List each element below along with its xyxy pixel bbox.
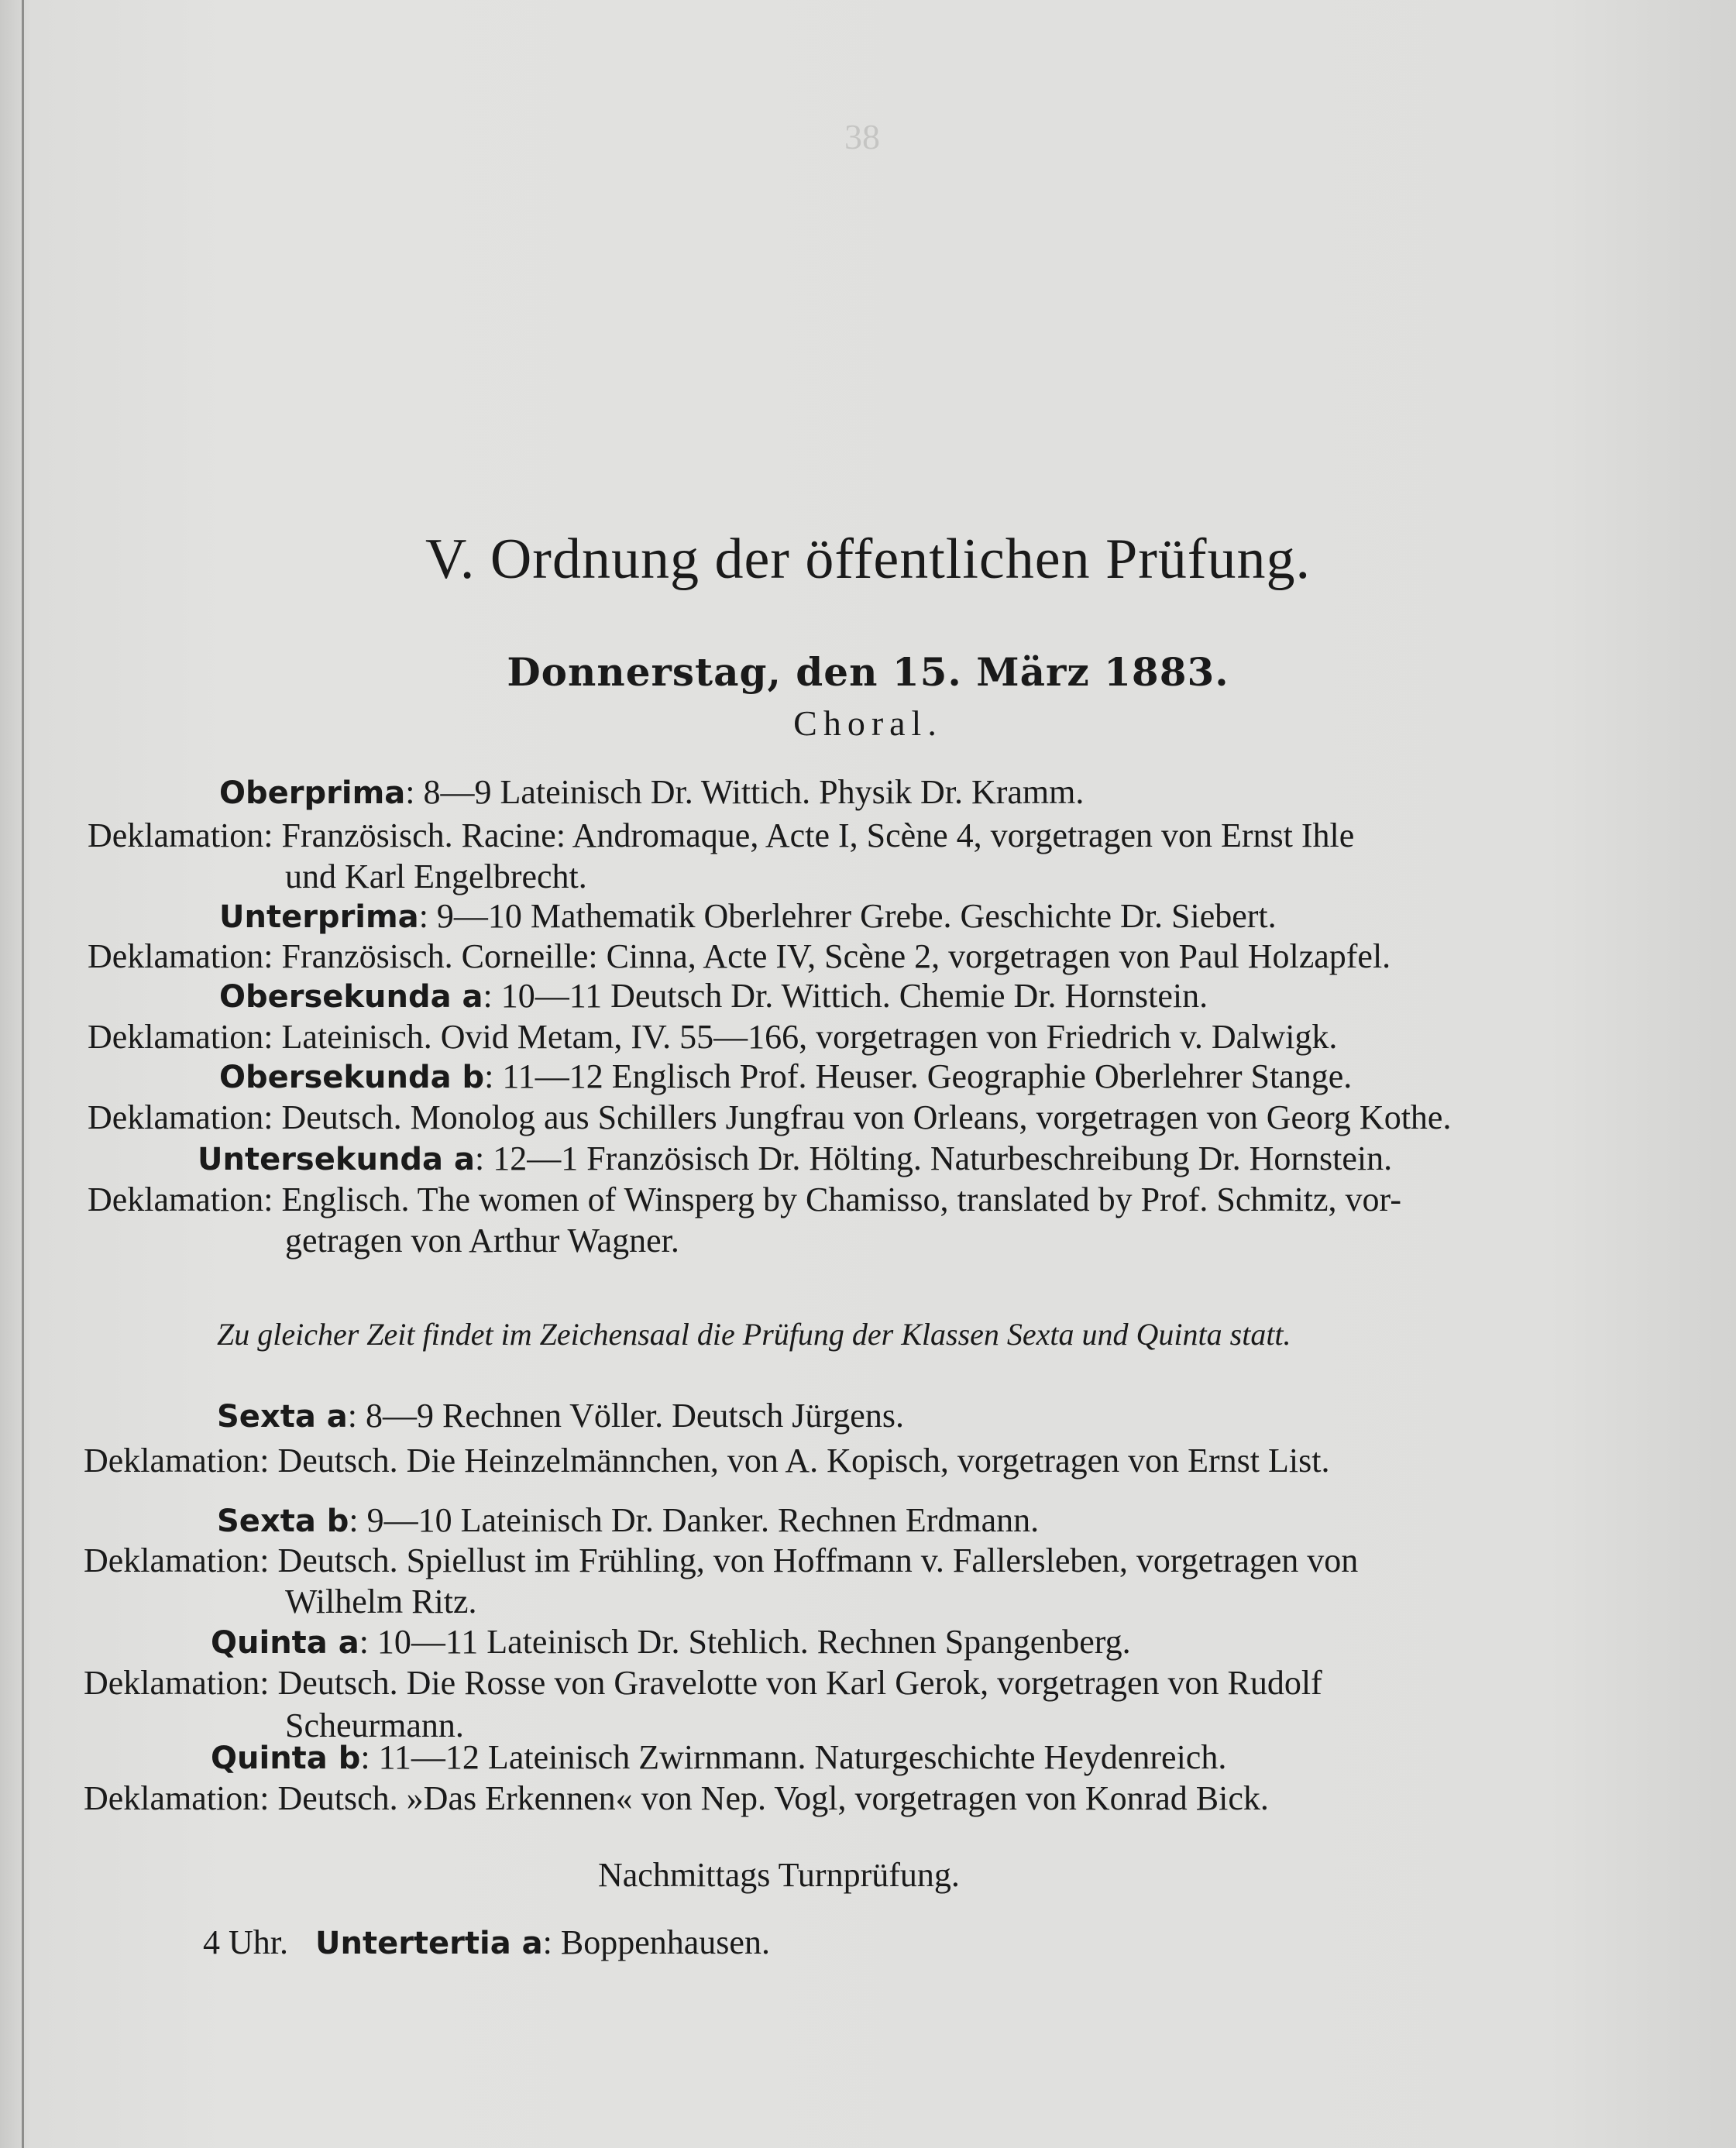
page-number: 38 [844, 117, 880, 156]
class-name: Quinta a [211, 1625, 359, 1661]
line-text: : 9—10 Lateinisch Dr. Danker. Rechnen Erdmann. [349, 1501, 1040, 1539]
line-text: : 8—9 Lateinisch Dr. Wittich. Physik Dr. Kramm. [405, 773, 1085, 811]
line-text: Deklamation: Deutsch. »Das Erkennen« von Nep. Vogl, vorgetragen von Konrad Bick. [84, 1779, 1269, 1817]
class-name: Untertertia a [315, 1926, 543, 1961]
line-untersekunda-a [198, 1137, 1392, 1181]
line-text: Deklamation: Französisch. Racine: Andromaque, Acte I, Scène 4, vorgetragen von Ernst Ihle [88, 816, 1355, 854]
afternoon-heading [598, 1854, 960, 1897]
line-deklamation [88, 1096, 1451, 1139]
line-text: : 9—10 Mathematik Oberlehrer Grebe. Geschichte Dr. Siebert. [418, 897, 1277, 935]
time-label: 4 Uhr. [203, 1923, 288, 1961]
line-obersekunda-b [219, 1055, 1352, 1099]
line-continuation [285, 1580, 477, 1624]
line-deklamation [88, 1178, 1401, 1222]
line-continuation [285, 1219, 679, 1263]
line-text: Wilhelm Ritz. [285, 1583, 477, 1620]
line-text: und Karl Engelbrecht. [285, 857, 587, 895]
choral-label: Choral. [793, 703, 943, 743]
class-name: Untersekunda a [198, 1142, 475, 1177]
line-quinta-a [211, 1620, 1131, 1665]
class-name: Oberprima [219, 775, 406, 811]
line-deklamation [84, 1777, 1269, 1820]
line-sexta-a [217, 1394, 904, 1438]
line-text: Zu gleicher Zeit findet im Zeichensaal die Prüfung der Klassen Sexta und Quinta statt. [217, 1317, 1291, 1352]
line-text: Deklamation: Englisch. The women of Winsperg by Chamisso, translated by Prof. Schmitz, vor- [88, 1181, 1401, 1218]
line-text: Deklamation: Französisch. Corneille: Cinna, Acte IV, Scène 2, vorgetragen von Paul Holzapfel. [88, 937, 1391, 975]
line-untertertia-a [203, 1921, 770, 1965]
class-name: Unterprima [219, 899, 419, 935]
line-text: Deklamation: Deutsch. Die Heinzelmännchen, von A. Kopisch, vorgetragen von Ernst List. [84, 1442, 1330, 1480]
line-quinta-b [211, 1736, 1226, 1780]
line-continuation [285, 855, 587, 899]
line-deklamation [84, 1439, 1329, 1483]
line-deklamation [88, 814, 1354, 857]
line-text: : Boppenhausen. [542, 1923, 770, 1961]
line-text: : 8—9 Rechnen Völler. Deutsch Jürgens. [347, 1397, 904, 1435]
binding-edge [22, 0, 24, 2148]
line-text: Nachmittags Turnprüfung. [598, 1856, 960, 1894]
class-name: Quinta b [211, 1741, 361, 1776]
class-name: Sexta a [217, 1399, 348, 1435]
line-text: : 11—12 Englisch Prof. Heuser. Geographie Oberlehrer Stange. [484, 1057, 1353, 1095]
line-deklamation [84, 1662, 1322, 1705]
line-text: Scheurmann. [285, 1706, 464, 1744]
line-oberprima [219, 771, 1084, 815]
line-text: Deklamation: Deutsch. Monolog aus Schillers Jungfrau von Orleans, vorgetragen von Georg Kothe. [88, 1098, 1452, 1136]
line-text: : 10—11 Deutsch Dr. Wittich. Chemie Dr. Hornstein. [483, 977, 1208, 1015]
line-sexta-b [217, 1499, 1039, 1543]
line-obersekunda-a [219, 974, 1208, 1019]
line-text: getragen von Arthur Wagner. [285, 1222, 679, 1260]
line-deklamation [88, 935, 1391, 978]
line-text: : 12—1 Französisch Dr. Hölting. Naturbeschreibung Dr. Hornstein. [474, 1139, 1393, 1177]
line-text: : 10—11 Lateinisch Dr. Stehlich. Rechnen Spangenberg. [359, 1623, 1131, 1661]
date-heading: Donnerstag, den 15. März 1883. [507, 649, 1229, 695]
line-deklamation [88, 1016, 1337, 1059]
class-name: Sexta b [217, 1504, 349, 1539]
italic-notice [217, 1313, 1291, 1356]
line-text: Deklamation: Deutsch. Die Rosse von Gravelotte von Karl Gerok, vorgetragen von Rudolf [84, 1664, 1322, 1702]
class-name: Obersekunda b [219, 1060, 485, 1095]
line-unterprima [219, 895, 1277, 939]
line-text: : 11—12 Lateinisch Zwirnmann. Naturgeschichte Heydenreich. [360, 1738, 1227, 1776]
line-deklamation [84, 1539, 1358, 1583]
line-text: Deklamation: Deutsch. Spiellust im Frühling, von Hoffmann v. Fallersleben, vorgetragen von [84, 1541, 1359, 1579]
section-heading: V. Ordnung der öffentlichen Prüfung. [425, 528, 1311, 591]
line-text: Deklamation: Lateinisch. Ovid Metam, IV. 55—166, vorgetragen von Friedrich v. Dalwigk. [88, 1018, 1338, 1056]
class-name: Obersekunda a [219, 979, 483, 1015]
